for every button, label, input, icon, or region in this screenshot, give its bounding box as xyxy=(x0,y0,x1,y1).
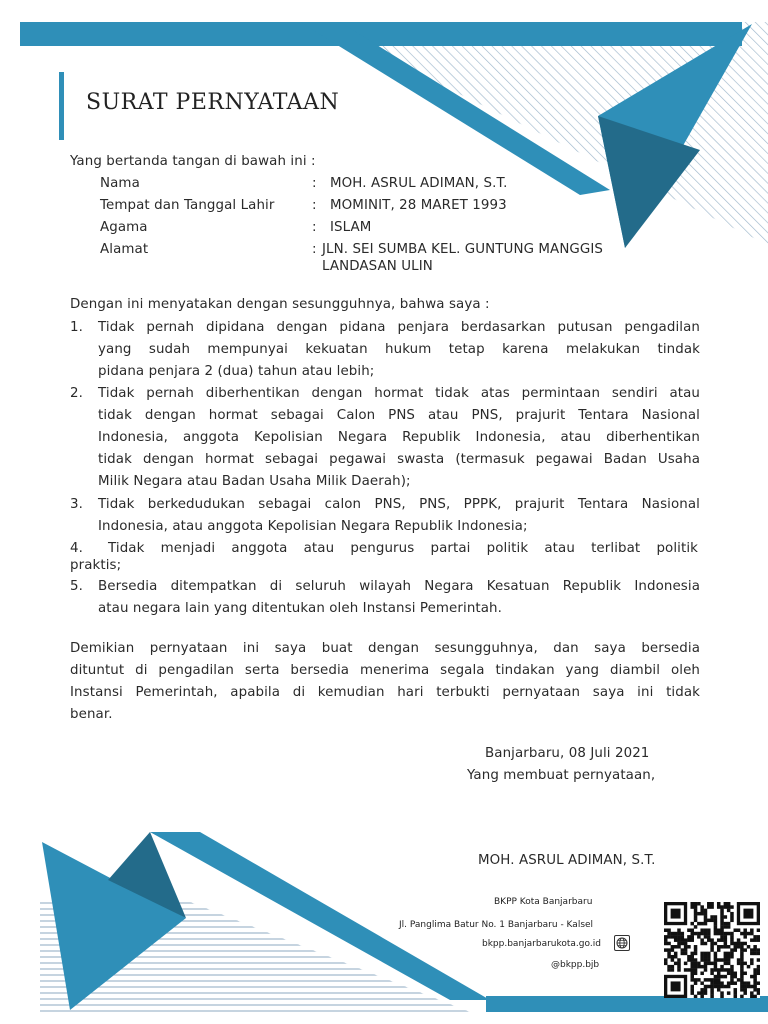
field-separator: : xyxy=(312,220,317,235)
intro-text: Yang bertanda tangan di bawah ini : xyxy=(70,154,316,169)
field-label-name: Nama xyxy=(100,176,140,191)
field-value-religion: ISLAM xyxy=(330,220,372,235)
item-4-line-1: Tidak menjadi anggota atau pengurus partai politik atau terlibat politik xyxy=(108,541,698,556)
qr-code[interactable] xyxy=(664,902,760,998)
item-1-line-1: Tidak pernah dipidana dengan pidana penjara berdasarkan putusan pengadilan xyxy=(98,320,700,335)
item-4-line-2: praktis; xyxy=(70,558,122,573)
closing-line-3: Instansi Pemerintah, apabila di kemudian hari terbukti pernyataan saya ini tidak xyxy=(70,685,700,700)
field-label-religion: Agama xyxy=(100,220,148,235)
item-3-line-1: Tidak berkedudukan sebagai calon PNS, PNS, PPPK, prajurit Tentara Nasional xyxy=(98,497,700,512)
field-value-name: MOH. ASRUL ADIMAN, S.T. xyxy=(330,176,508,191)
item-2-line-4: tidak dengan hormat sebagai pegawai swasta (termasuk pegawai Badan Usaha xyxy=(98,452,700,467)
field-value-address-line-2: LANDASAN ULIN xyxy=(322,259,433,274)
item-2-line-1: Tidak pernah diberhentikan dengan hormat tidak atas permintaan sendiri atau xyxy=(98,386,700,401)
item-number: 2. xyxy=(70,386,83,401)
item-2-line-2: tidak dengan hormat sebagai Calon PNS atau PNS, prajurit Tentara Nasional xyxy=(98,408,700,423)
place-date: Banjarbaru, 08 Juli 2021 xyxy=(485,746,650,761)
field-value-birth: MOMINIT, 28 MARET 1993 xyxy=(330,198,507,213)
item-5-line-1: Bersedia ditempatkan di seluruh wilayah Negara Kesatuan Republik Indonesia xyxy=(98,579,700,594)
item-number: 3. xyxy=(70,497,83,512)
footer-website[interactable]: bkpp.banjarbarukota.go.id xyxy=(482,939,601,949)
top-blue-bar xyxy=(20,22,742,46)
field-separator: : xyxy=(312,242,317,257)
bottom-blue-bar xyxy=(486,996,768,1012)
footer-org: BKPP Kota Banjarbaru xyxy=(494,897,593,907)
footer-address: Jl. Panglima Batur No. 1 Banjarbaru - Kalsel xyxy=(399,920,594,930)
footer-social[interactable]: @bkpp.bjb xyxy=(551,960,600,970)
signer-label: Yang membuat pernyataan, xyxy=(467,768,656,783)
document-title: SURAT PERNYATAAN xyxy=(86,90,340,115)
item-1-line-2: yang sudah mempunyai kekuatan hukum tetap karena melakukan tindak xyxy=(98,342,700,357)
closing-line-1: Demikian pernyataan ini saya buat dengan sesungguhnya, dan saya bersedia xyxy=(70,641,700,656)
title-accent-bar xyxy=(59,72,64,140)
closing-line-2: dituntut di pengadilan serta bersedia menerima segala tindakan yang diambil oleh xyxy=(70,663,700,678)
globe-icon xyxy=(614,935,630,951)
statement-intro: Dengan ini menyatakan dengan sesungguhnya, bahwa saya : xyxy=(70,297,490,312)
item-number: 4. xyxy=(70,541,83,556)
signer-name: MOH. ASRUL ADIMAN, S.T. xyxy=(478,853,656,868)
item-5-line-2: atau negara lain yang ditentukan oleh Instansi Pemerintah. xyxy=(98,601,503,616)
field-label-birth: Tempat dan Tanggal Lahir xyxy=(100,198,275,213)
field-separator: : xyxy=(312,198,317,213)
item-2-line-3: Indonesia, anggota Kepolisian Negara Republik Indonesia, atau diberhentikan xyxy=(98,430,700,445)
field-separator: : xyxy=(312,176,317,191)
item-number: 1. xyxy=(70,320,83,335)
item-2-line-5: Milik Negara atau Badan Usaha Milik Daerah); xyxy=(98,474,411,489)
item-number: 5. xyxy=(70,579,83,594)
field-label-address: Alamat xyxy=(100,242,149,257)
closing-line-4: benar. xyxy=(70,707,113,722)
item-3-line-2: Indonesia, atau anggota Kepolisian Negara Republik Indonesia; xyxy=(98,519,528,534)
item-1-line-3: pidana penjara 2 (dua) tahun atau lebih; xyxy=(98,364,375,379)
field-value-address-line-1: JLN. SEI SUMBA KEL. GUNTUNG MANGGIS xyxy=(322,242,604,257)
